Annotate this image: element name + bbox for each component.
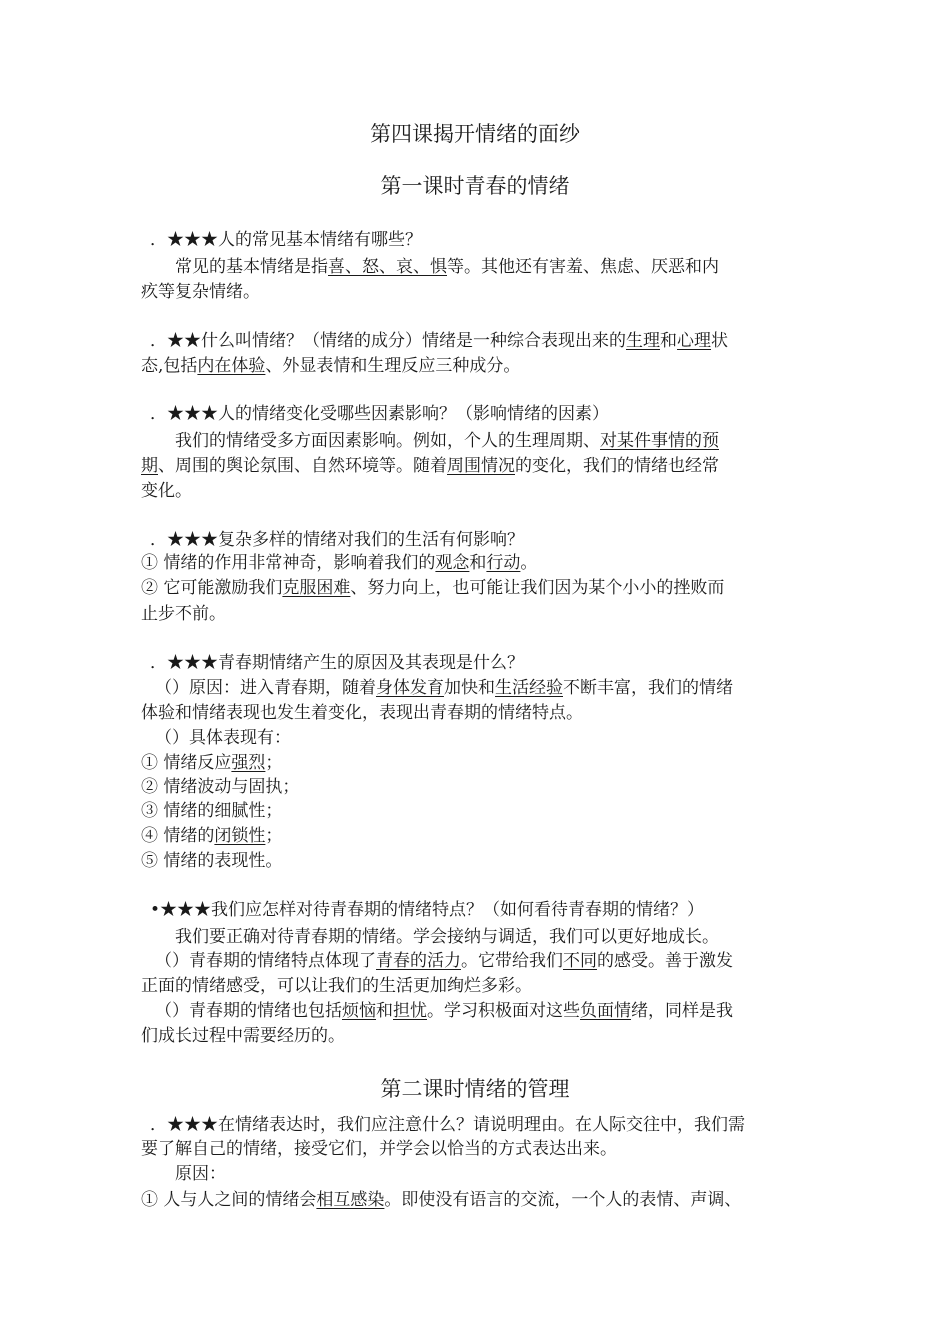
underlined-term: 行动 [486, 553, 521, 573]
section-2-title: 第二课时情绪的管理 [380, 1077, 570, 1101]
q3-line [141, 429, 719, 453]
q6-line [141, 925, 719, 949]
text-run: （）原因：进入青春期，随着 [155, 678, 376, 698]
q7-line [150, 1113, 745, 1137]
text-run: 态,包括 [141, 356, 198, 376]
text-run: （）具体表现有： [155, 728, 291, 748]
q5-line [141, 799, 282, 823]
text-run: ； [265, 826, 283, 846]
underlined-term: 烦恼 [342, 1001, 376, 1021]
text-run: 和 [376, 1001, 393, 1021]
text-run: 。学习积极面对这些 [427, 1001, 580, 1021]
text-run: 们成长过程中需要经历的。 [141, 1026, 345, 1046]
q1-line [141, 280, 260, 304]
text-run: 绪，同样是我 [631, 1001, 733, 1021]
text-run: （）青春期的情绪也包括 [155, 1001, 342, 1021]
q1-line [141, 255, 719, 279]
section-1-title: 第一课时青春的情绪 [380, 174, 570, 198]
text-run: 不断丰富，我们的情绪 [563, 678, 733, 698]
underlined-term: 生活经验 [495, 678, 563, 698]
underlined-term: 内在体验 [197, 356, 266, 376]
q4-line [141, 551, 537, 575]
text-run: 正面的情绪感受，可以让我们的生活更加绚烂多彩。 [141, 976, 532, 996]
underlined-term: 对某件事情的预 [600, 431, 719, 451]
text-run: ．★★★在情绪表达时，我们应注意什么？请说明理由。在人际交往中，我们需 [150, 1115, 745, 1135]
text-run: 。 [520, 553, 538, 573]
underlined-term: 周围情况 [447, 456, 515, 476]
text-run: 要了解自己的情绪，接受它们，并学会以恰当的方式表达出来。 [141, 1139, 617, 1159]
q2-line [141, 354, 520, 378]
text-run: ③ 情绪的细腻性； [141, 801, 283, 821]
q2-line [150, 329, 728, 353]
text-run: ．★★★青春期情绪产生的原因及其表现是什么？ [150, 653, 524, 673]
q5-line [141, 849, 282, 873]
text-run: ．★★★人的情绪变化受哪些因素影响？（影响情绪的因素） [150, 404, 609, 424]
q6-line [141, 974, 532, 998]
text-run: 我们的情绪受多方面因素影响。例如，个人的生理周期、 [141, 431, 600, 451]
text-run: 、周围的舆论氛围、自然环境等。随着 [158, 456, 447, 476]
underlined-term: 相互感染 [316, 1190, 385, 1210]
text-run: ； [265, 753, 283, 773]
text-run: 和 [660, 331, 677, 351]
text-run: 变化。 [141, 481, 192, 501]
underlined-term: 观念 [435, 553, 470, 573]
q6-line [141, 1024, 345, 1048]
underlined-term: 负面情 [580, 1001, 631, 1021]
q5-line [155, 676, 733, 700]
text-run: ② 情绪波动与固执； [141, 777, 300, 797]
underlined-term: 不同 [563, 951, 597, 971]
q4-line [150, 528, 524, 552]
q3-line [150, 402, 609, 426]
text-run: ④ 情绪的 [141, 826, 215, 846]
text-run: ．★★★复杂多样的情绪对我们的生活有何影响？ [150, 530, 524, 550]
q5-line [155, 726, 291, 750]
text-run: 、外显表情和生理反应三种成分。 [265, 356, 521, 376]
underlined-term: 生理 [626, 331, 660, 351]
q4-line [141, 576, 724, 600]
underlined-term: 担忧 [393, 1001, 427, 1021]
text-run: ．★★什么叫情绪？（情绪的成分）情绪是一种综合表现出来的 [150, 331, 626, 351]
text-run: 和 [469, 553, 487, 573]
q5-line [141, 824, 282, 848]
q3-line [141, 479, 192, 503]
text-run: 疚等复杂情绪。 [141, 282, 260, 302]
underlined-term: 期 [141, 456, 158, 476]
text-run: 的变化，我们的情绪也经常 [515, 456, 719, 476]
text-run: （）青春期的情绪特点体现了 [155, 951, 376, 971]
text-run: ① 人与人之间的情绪会 [141, 1190, 317, 1210]
text-run: 。即使没有语言的交流，一个人的表情、声调、 [384, 1190, 742, 1210]
q6-line [155, 949, 733, 973]
underlined-term: 身体发育 [376, 678, 444, 698]
underlined-term: 强烈 [231, 753, 266, 773]
q4-line [141, 602, 226, 626]
text-run: 止步不前。 [141, 604, 226, 624]
underlined-term: 闭锁性 [214, 826, 266, 846]
q3-line [141, 454, 719, 478]
text-run: ．★★★人的常见基本情绪有哪些？ [150, 230, 422, 250]
q7-line [141, 1162, 226, 1186]
q5-line [141, 775, 299, 799]
text-run: 状 [711, 331, 728, 351]
text-run: 。它带给我们 [461, 951, 563, 971]
text-run: ② 它可能激励我们 [141, 578, 283, 598]
text-run: ⑤ 情绪的表现性。 [141, 851, 283, 871]
text-run: 、努力向上，也可能让我们因为某个小小的挫败而 [350, 578, 725, 598]
underlined-term: 心理 [677, 331, 711, 351]
text-run: 加快和 [444, 678, 495, 698]
q7-line [141, 1188, 741, 1212]
text-run: 我们要正确对待青春期的情绪。学会接纳与调适，我们可以更好地成长。 [141, 927, 719, 947]
text-run: 体验和情绪表现也发生着变化，表现出青春期的情绪特点。 [141, 703, 583, 723]
q6-line [150, 898, 704, 922]
q5-line [141, 751, 282, 775]
text-run: 常见的基本情绪是指 [141, 257, 328, 277]
underlined-term: 克服困难 [282, 578, 351, 598]
text-run: ① 情绪反应 [141, 753, 232, 773]
q5-line [141, 701, 583, 725]
text-run: •★★★我们应怎样对待青春期的情绪特点？（如何看待青春期的情绪？） [150, 900, 705, 920]
q7-line [141, 1137, 617, 1161]
lesson-title: 第四课揭开情绪的面纱 [370, 122, 580, 146]
text-run: 原因： [141, 1164, 226, 1184]
text-run: 等。其他还有害羞、焦虑、厌恶和内 [447, 257, 719, 277]
underlined-term: 喜、怒、哀、惧 [328, 257, 447, 277]
text-run: ① 情绪的作用非常神奇，影响着我们的 [141, 553, 436, 573]
q1-line [150, 228, 422, 252]
q6-line [155, 999, 733, 1023]
q5-line [150, 651, 524, 675]
underlined-term: 青春的活力 [376, 951, 461, 971]
text-run: 的感受。善于激发 [597, 951, 733, 971]
